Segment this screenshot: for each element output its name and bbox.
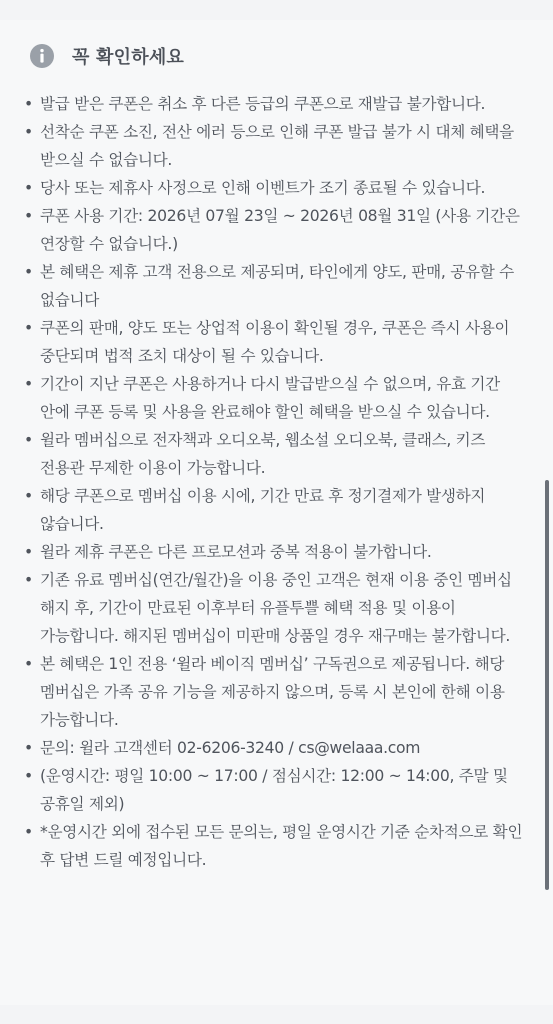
notice-item	[22, 426, 532, 482]
notice-text: 기간이 지난 쿠폰은 사용하거나 다시 발급받으실 수 없으며, 유효 기간 안에 쿠폰 등록 및 사용을 완료해야 할인 혜택을 받으실 수 있습니다.	[40, 375, 500, 421]
notice-item	[22, 734, 532, 762]
notice-text: 기존 유료 멤버십(연간/월간)을 이용 중인 고객은 현재 이용 중인 멤버십 해지 후, 기간이 만료된 이후부터 유플투쁠 혜택 적용 및 이용이 가능합니다. 해지된 멤버십이 미판매 상품일 경우 재구매는 불가합니다.	[40, 571, 512, 645]
notice-item	[22, 90, 532, 118]
notice-text: 윌라 제휴 쿠폰은 다른 프로모션과 중복 적용이 불가합니다.	[40, 543, 432, 561]
bullet: •	[24, 319, 33, 337]
bullet: •	[24, 487, 33, 505]
bullet: •	[24, 207, 33, 225]
notice-item	[22, 314, 532, 370]
notice-item	[22, 202, 532, 258]
bullet: •	[24, 739, 33, 757]
notice-text: 본 혜택은 1인 전용 ‘윌라 베이직 멤버십’ 구독권으로 제공됩니다. 해당 멤버십은 가족 공유 기능을 제공하지 않으며, 등록 시 본인에 한해 이용 가능합니다.	[40, 655, 505, 729]
notice-item	[22, 370, 532, 426]
bullet: •	[24, 655, 33, 673]
bullet: •	[24, 823, 33, 841]
notice-item	[22, 118, 532, 174]
notice-text: 발급 받은 쿠폰은 취소 후 다른 등급의 쿠폰으로 재발급 불가합니다.	[40, 95, 486, 113]
notice-header	[30, 42, 184, 70]
notice-item	[22, 538, 532, 566]
notice-text: 선착순 쿠폰 소진, 전산 에러 등으로 인해 쿠폰 발급 불가 시 대체 혜택을 받으실 수 없습니다.	[40, 123, 514, 169]
bullet: •	[24, 767, 33, 785]
notice-item	[22, 482, 532, 538]
bullet: •	[24, 571, 33, 589]
notice-text: 쿠폰의 판매, 양도 또는 상업적 이용이 확인될 경우, 쿠폰은 즉시 사용이 중단되며 법적 조치 대상이 될 수 있습니다.	[40, 319, 510, 365]
notice-item	[22, 762, 532, 818]
notice-text: *운영시간 외에 접수된 모든 문의는, 평일 운영시간 기준 순차적으로 확인 후 답변 드릴 예정입니다.	[40, 823, 523, 869]
bullet: •	[24, 179, 33, 197]
notice-text: 문의: 윌라 고객센터 02-6206-3240 / cs@welaaa.com	[40, 739, 421, 757]
notice-item	[22, 566, 532, 650]
notice-item	[22, 174, 532, 202]
notice-item	[22, 818, 532, 874]
notice-text: 당사 또는 제휴사 사정으로 인해 이벤트가 조기 종료될 수 있습니다.	[40, 179, 486, 197]
notice-text: 윌라 멤버십으로 전자책과 오디오북, 웹소설 오디오북, 클래스, 키즈 전용관 무제한 이용이 가능합니다.	[40, 431, 486, 477]
notice-item	[22, 258, 532, 314]
notice-title: 꼭 확인하세요	[72, 47, 184, 68]
bullet: •	[24, 375, 33, 393]
notice-text: 본 혜택은 제휴 고객 전용으로 제공되며, 타인에게 양도, 판매, 공유할 수 없습니다	[40, 263, 514, 309]
scrollbar[interactable]	[545, 480, 549, 890]
notice-list	[22, 90, 532, 874]
bullet: •	[24, 263, 33, 281]
notice-text: (운영시간: 평일 10:00 ~ 17:00 / 점심시간: 12:00 ~ 14:00, 주말 및 공휴일 제외)	[40, 767, 508, 813]
notice-text: 쿠폰 사용 기간: 2026년 07월 23일 ~ 2026년 08월 31일 (사용 기간은 연장할 수 없습니다.)	[40, 207, 520, 253]
bullet: •	[24, 431, 33, 449]
bullet: •	[24, 123, 33, 141]
info-icon	[30, 44, 54, 68]
notice-text: 해당 쿠폰으로 멤버십 이용 시에, 기간 만료 후 정기결제가 발생하지 않습니다.	[40, 487, 486, 533]
bullet: •	[24, 543, 33, 561]
bullet: •	[24, 95, 33, 113]
notice-item	[22, 650, 532, 734]
